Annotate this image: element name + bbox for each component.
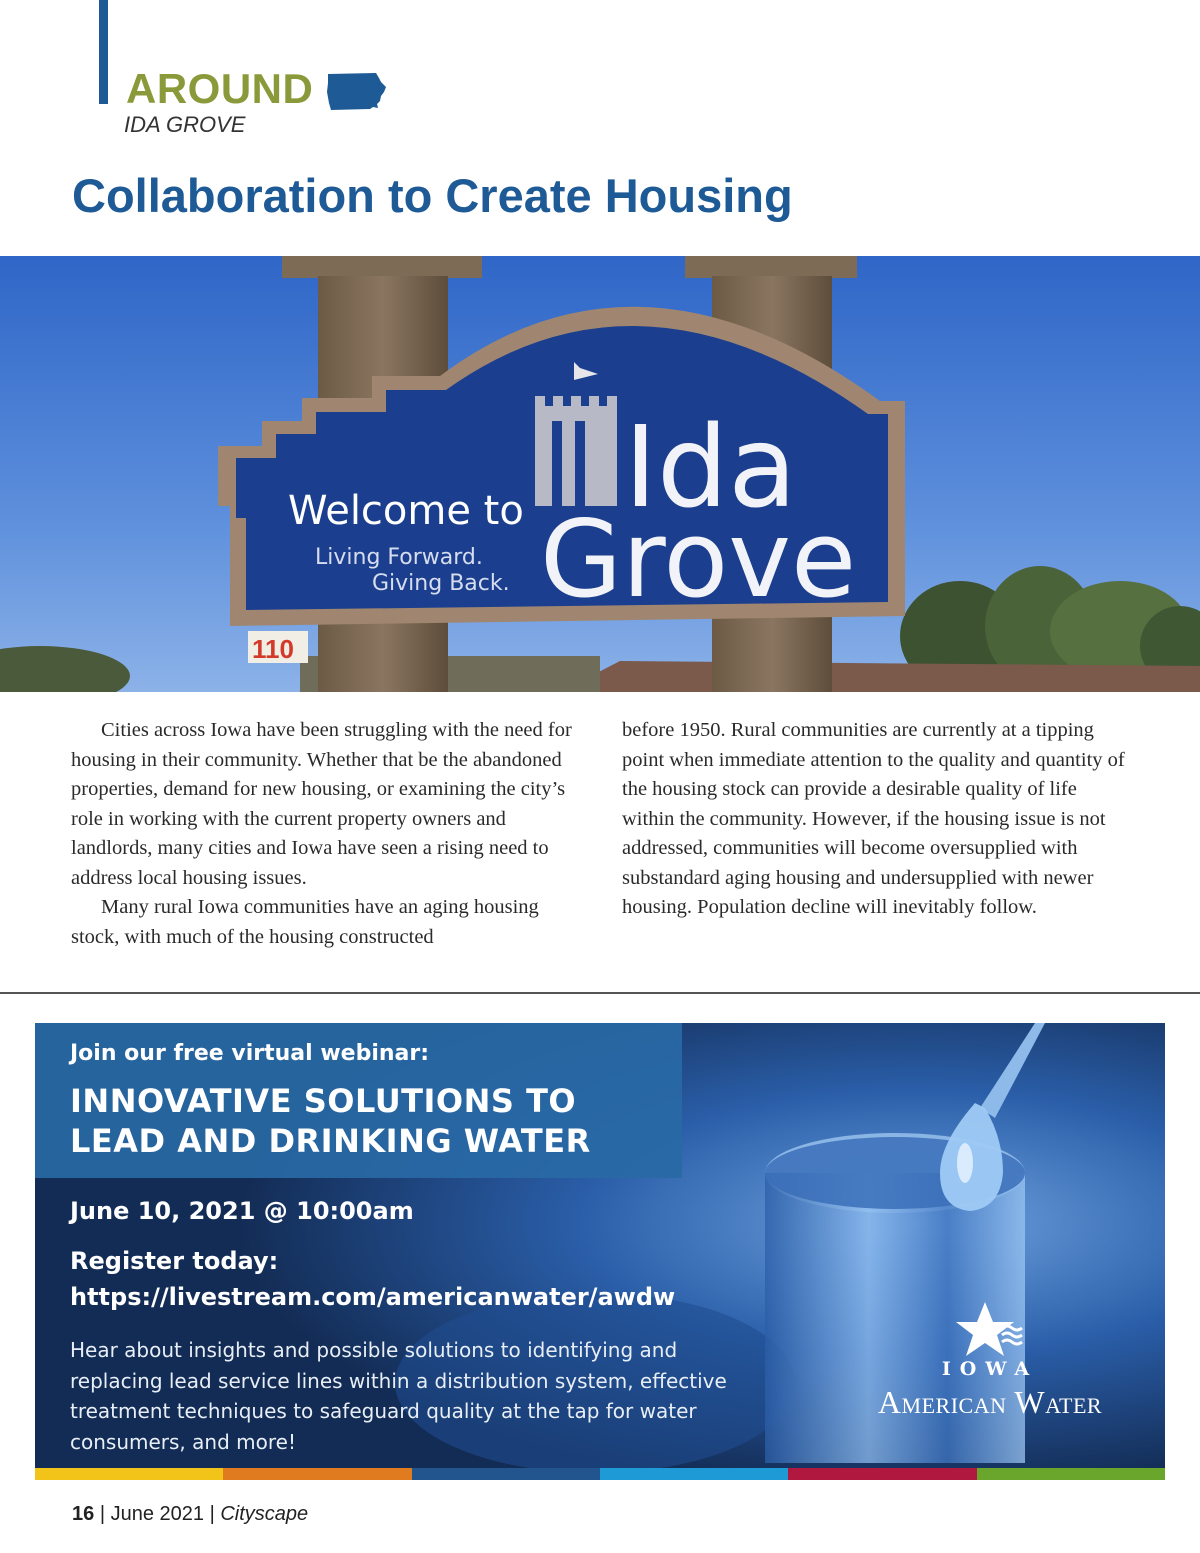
logo-company-name: American Water <box>877 1384 1103 1420</box>
color-strip-segment <box>223 1468 411 1480</box>
page-footer <box>72 1503 308 1526</box>
ad-date: June 10, 2021 @ 10:00am <box>70 1197 414 1225</box>
article-paragraph: Cities across Iowa have been struggling with the need for housing in their community. Whether that be the abandoned properties, demand for new housing, or examining the city’s role in working with the current property owners and landlords, many cities and Iowa have seen a rising need to address local housing issues. <box>71 719 572 889</box>
magazine-name: Cityscape <box>220 1503 309 1525</box>
ad-color-strip <box>35 1468 1165 1480</box>
star-wave-icon <box>950 1300 1030 1360</box>
iowa-state-icon <box>326 70 388 112</box>
ad-headline: INNOVATIVE SOLUTIONS TO LEAD AND DRINKING WATER <box>70 1082 591 1160</box>
ad-register-label: Register today: <box>70 1247 279 1275</box>
color-strip-segment <box>35 1468 223 1480</box>
sign-tagline-2: Giving Back. <box>372 571 510 596</box>
section-divider <box>0 992 1200 994</box>
color-strip-segment <box>600 1468 788 1480</box>
sign-fragment-text: 110 <box>252 634 294 664</box>
footer-separator: | <box>99 1503 111 1525</box>
logo-state: IOWA <box>941 1358 1039 1380</box>
sign-name-line-2: Grove <box>540 498 857 621</box>
welcome-sign-photo <box>0 256 1200 692</box>
sign-tagline-1: Living Forward. <box>315 545 483 570</box>
section-label: AROUND <box>126 65 314 112</box>
color-strip-segment <box>788 1468 976 1480</box>
ad-description: Hear about insights and possible solutions to identifying and replacing lead service lines within a distribution system, effective treatment techniques to safeguard quality at the tap for water consumers, and more! <box>70 1338 727 1454</box>
color-strip-segment <box>412 1468 600 1480</box>
ad-register-link[interactable]: https://livestream.com/americanwater/awdw <box>70 1283 676 1311</box>
webinar-advertisement[interactable] <box>35 1023 1165 1468</box>
page-number: 16 <box>72 1503 95 1525</box>
footer-separator: | <box>209 1503 221 1525</box>
iowa-american-water-logo <box>835 1300 1145 1440</box>
article-paragraph: before 1950. Rural communities are currently at a tipping point when immediate attention to the quality and quantity of the housing stock can provide a desirable quality of life within the community. However, if the housing issue is not addressed, communities will become oversupplied with substandard aging housing and undersupplied with newer housing. Population decline will inevitably follow. <box>622 719 1125 918</box>
section-location: IDA GROVE <box>124 112 246 137</box>
article-column-1 <box>71 716 581 952</box>
article-title: Collaboration to Create Housing <box>72 169 793 222</box>
sign-name-line-1: Ida <box>624 403 797 533</box>
sign-welcome-text: Welcome to <box>288 488 524 534</box>
section-accent-bar <box>99 0 108 104</box>
color-strip-segment <box>977 1468 1165 1480</box>
ad-intro: Join our free virtual webinar: <box>70 1041 430 1066</box>
issue-date: June 2021 <box>110 1503 204 1525</box>
article-column-2 <box>622 716 1132 923</box>
article-paragraph: Many rural Iowa communities have an aging housing stock, with much of the housing constructed <box>71 896 539 948</box>
